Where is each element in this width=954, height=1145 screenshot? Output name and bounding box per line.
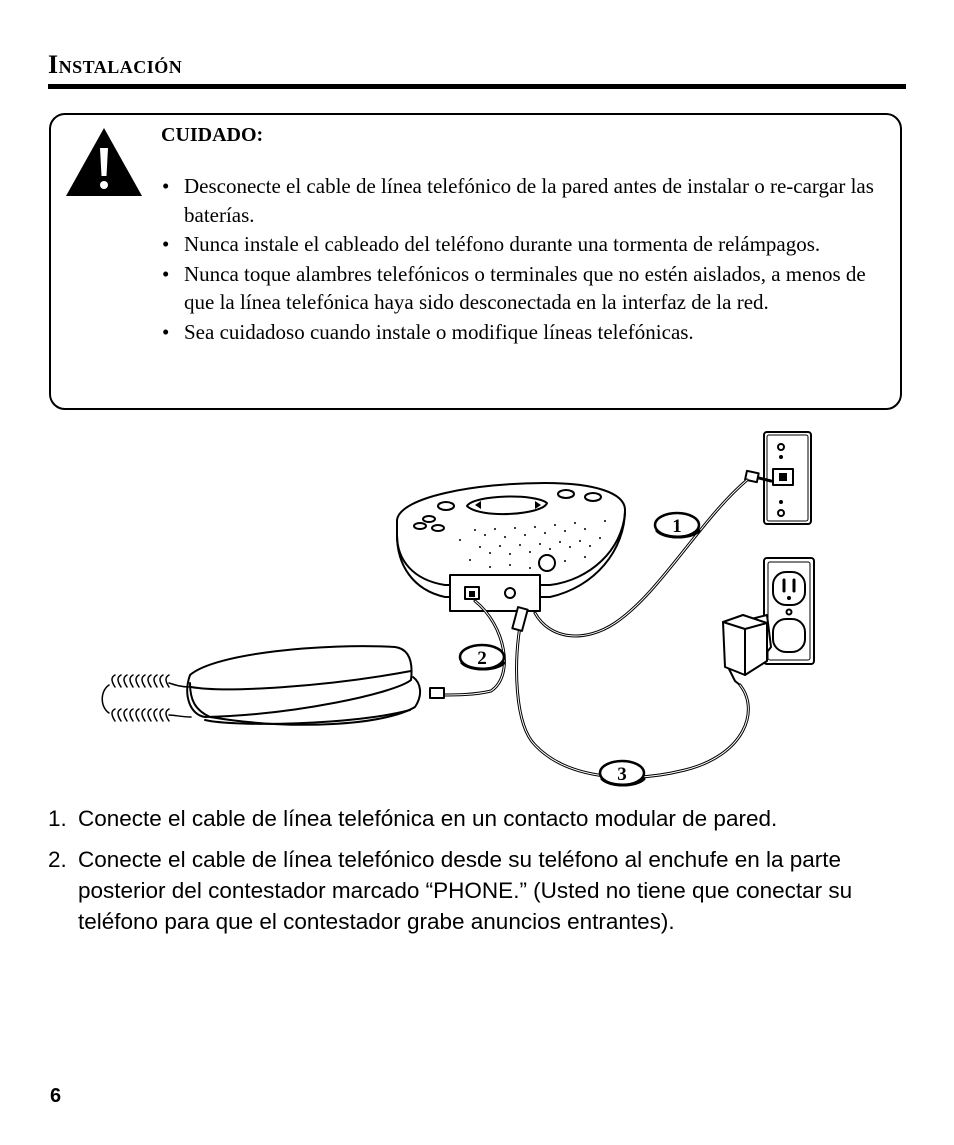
callout-3-label: 3 [617, 764, 627, 785]
answering-machine-icon [397, 483, 625, 611]
warning-triangle-icon [64, 126, 144, 198]
section-title: Instalación [48, 50, 183, 79]
caution-item-text: Sea cuidadoso cuando instale o modifique líneas telefónicas. [184, 319, 694, 344]
caution-item [160, 230, 890, 259]
callout-2-label: 2 [477, 648, 487, 669]
page-number: 6 [50, 1085, 62, 1107]
step-number: 2. [48, 847, 67, 872]
step-item [48, 803, 918, 834]
title-rule [48, 84, 906, 89]
step-item [48, 844, 918, 937]
caution-item [160, 260, 890, 317]
caution-item [160, 172, 890, 229]
callout-3 [600, 761, 644, 785]
instruction-steps [48, 803, 918, 947]
callout-2 [460, 645, 504, 669]
caution-item-text: Desconecte el cable de línea telefónico de la pared antes de instalar o re-cargar las baterías. [184, 174, 874, 227]
coiled-cord-icon [102, 675, 191, 721]
bullet-mark: • [162, 319, 170, 344]
installation-diagram [95, 425, 825, 800]
caution-title: CUIDADO: [161, 124, 264, 146]
bullet-mark: • [162, 174, 170, 198]
step-text: Conecte el cable de línea telefónica en un contacto modular de pared. [78, 806, 778, 831]
caution-item-text: Nunca instale el cableado del teléfono durante una tormenta de relámpagos. [184, 232, 821, 256]
caution-list [160, 172, 890, 347]
bullet-mark: • [162, 232, 170, 256]
electrical-outlet-icon [764, 558, 814, 664]
wall-phone-jack-icon [764, 432, 811, 524]
caution-item-text: Nunca toque alambres telefónicos o terminales que no estén aislados, a menos de que la línea telefónica haya sido desconectada en la interfaz de la red. [184, 261, 866, 314]
step-text: Conecte el cable de línea telefónico desde su teléfono al enchufe en la parte posterior del contestador marcado “PHONE.” (Usted no tiene que conectar su teléfono para que el contestador grabe anuncios entrantes). [78, 847, 853, 934]
caution-item [160, 318, 890, 347]
corded-phone-icon [187, 646, 420, 725]
callout-1-label: 1 [672, 516, 682, 537]
callout-1 [655, 513, 699, 537]
ac-adapter-icon [723, 615, 771, 685]
bullet-mark: • [162, 261, 170, 286]
step-number: 1. [48, 806, 67, 831]
